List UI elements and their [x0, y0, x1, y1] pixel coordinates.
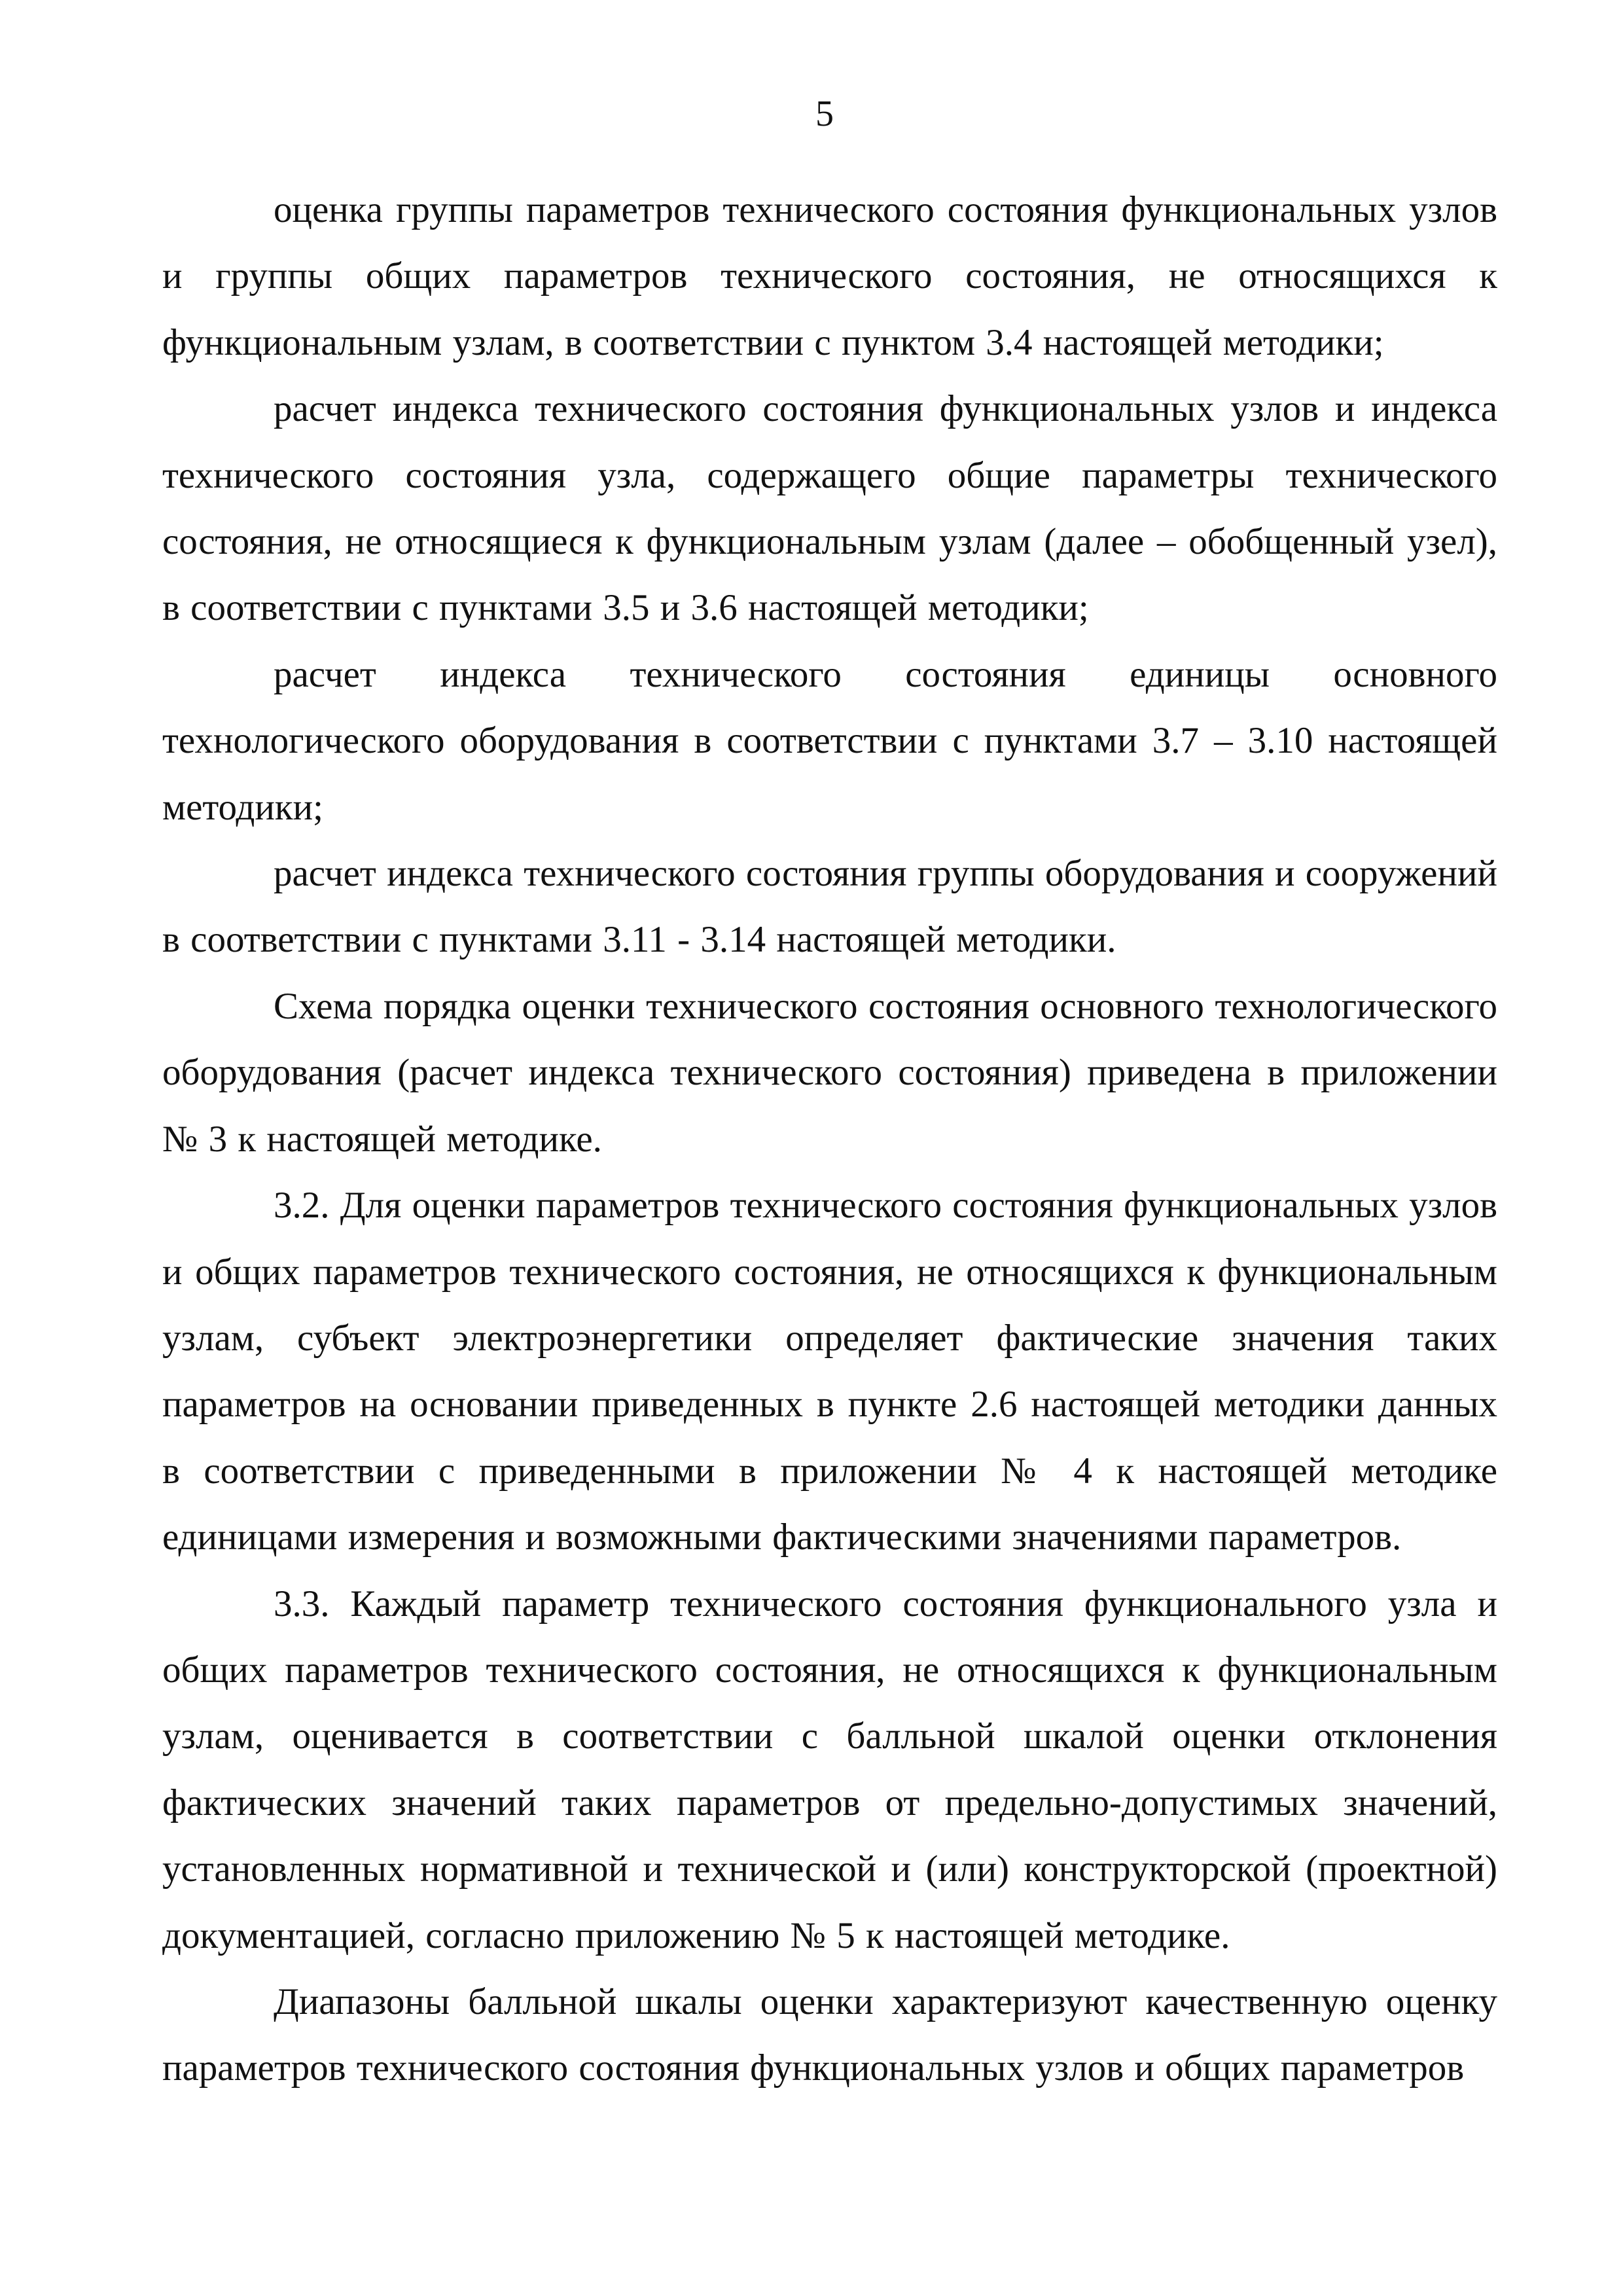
paragraph-scheme-reference: Схема порядка оценки технического состояния основного технологического оборудования (расчет индекса технического состояния) приведена в приложении № 3 к настоящей методике.	[162, 985, 1497, 1160]
paragraph-section-3-2: 3.2. Для оценки параметров технического состояния функциональных узлов и общих параметров технического состояния, не относящихся к функциональным узлам, субъект электроэнергетики определяет фактические значения таких параметров на основании приведенных в пункте 2.6 настоящей методики данных в соответствии с приведенными в приложении № 4 к настоящей методике единицами измерения и возможными фактическими значениями параметров.	[162, 1185, 1497, 1558]
paragraph-section-3-3: 3.3. Каждый параметр технического состояния функционального узла и общих параметров технического состояния, не относящихся к функциональным узлам, оценивается в соответствии с балльной шкалой оценки отклонения фактических значений таких параметров от предельно-допустимых значений, установленных нормативной и технической и (или) конструкторской (проектной) документацией, согласно приложению № 5 к настоящей методике.	[162, 1583, 1497, 1956]
paragraph-group-index: расчет индекса технического состояния группы оборудования и сооружений в соответствии с пунктами 3.11 - 3.14 настоящей методики.	[162, 853, 1497, 961]
paragraph-equipment-index: расчет индекса технического состояния единицы основного технологического оборудования в соответствии с пунктами 3.7 – 3.10 настоящей методики;	[162, 653, 1497, 828]
page-number: 5	[815, 94, 834, 134]
paragraph-node-index: расчет индекса технического состояния функциональных узлов и индекса технического состояния узла, содержащего общие параметры технического состояния, не относящиеся к функциональным узлам (далее – обобщенный узел), в соответствии с пунктами 3.5 и 3.6 настоящей методики;	[162, 388, 1497, 629]
paragraph-score-ranges: Диапазоны балльной шкалы оценки характеризуют качественную оценку параметров технического состояния функциональных узлов и общих параметров	[162, 1981, 1497, 2089]
paragraph-assessment-groups: оценка группы параметров технического состояния функциональных узлов и группы общих параметров технического состояния, не относящихся к функциональным узлам, в соответствии с пунктом 3.4 настоящей методики;	[162, 189, 1497, 363]
document-body	[162, 177, 1497, 2102]
